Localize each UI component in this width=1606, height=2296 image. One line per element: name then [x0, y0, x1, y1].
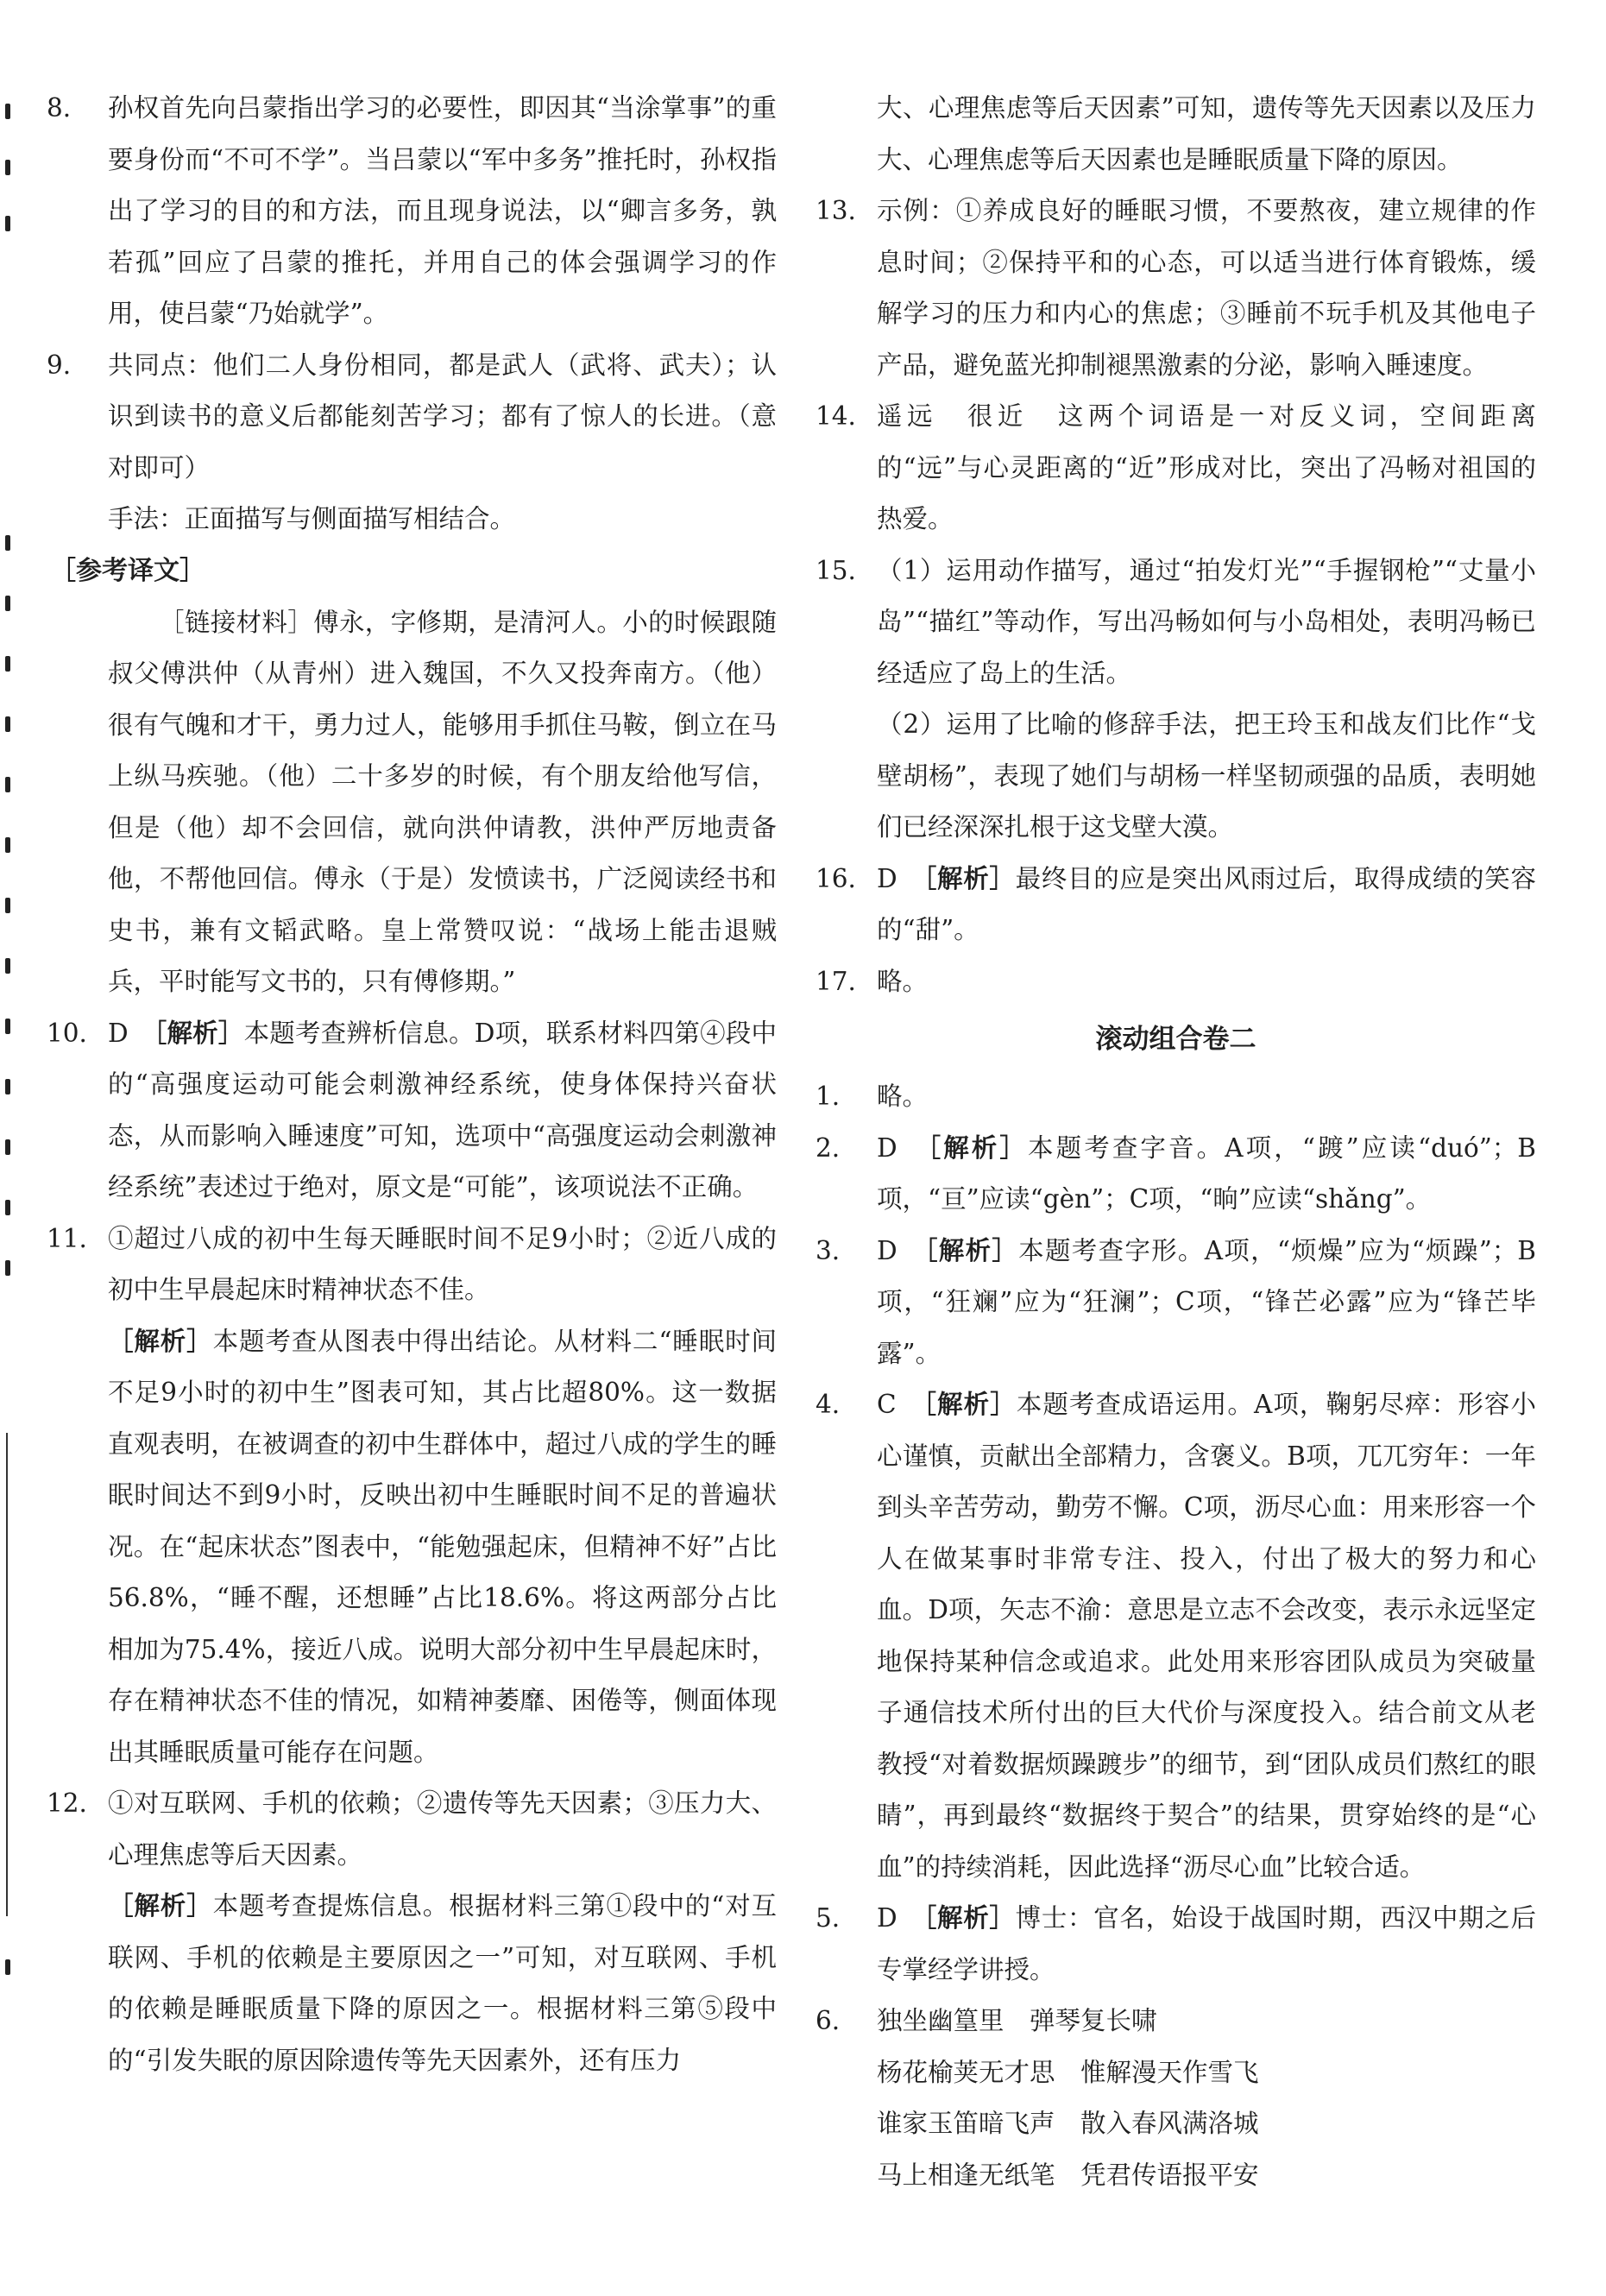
question-12-analysis — [108, 1881, 777, 2086]
answer-letter: D — [877, 1235, 897, 1265]
question-number: 8. — [47, 93, 72, 123]
analysis-tag: ［解析］ — [923, 863, 1016, 893]
edge-mark — [5, 104, 10, 119]
reference-translation — [108, 597, 777, 1008]
analysis-tag: ［解析］ — [928, 1132, 1029, 1163]
answer-text: 略。 — [877, 1082, 929, 1111]
answer-text: 孙权首先向吕蒙指出学习的必要性，即因其“当涂掌事”的重要身份而“不可不学”。当吕蒙以“军中多务”推托时，孙权指出了学习的目的和方法，而且现身说法，以“卿言多务，孰若孤”回应了吕蒙的推托，并用自己的体会强调学习的作用，使吕蒙“乃始就学”。 — [108, 93, 777, 328]
edge-mark — [5, 716, 10, 732]
question-number: 4. — [816, 1390, 841, 1419]
binding-edge — [0, 0, 9, 2296]
poem-line: 马上相逢无纸笔 凭君传语报平安 — [877, 2160, 1259, 2190]
edge-mark — [5, 1260, 10, 1276]
answer-text: 略。 — [877, 966, 929, 996]
binding-rule — [6, 1433, 8, 1916]
analysis-text: 本题考查从图表中得出结论。从材料二“睡眠时间不足9小时的初中生”图表可知，其占比超80%。这一数据直观表明，在被调查的初中生群体中，超过八成的学生的睡眠时间达不到9小时，反映出初中生睡眠时间不足的普遍状况。在“起床状态”图表中，“能勉强起床，但精神不好”占比56.8%，“睡不醒，还想睡”占比18.6%。将这两部分占比相加为75.4%，接近八成。说明大部分初中生早晨起床时，存在精神状态不佳的情况，如精神萎靡、困倦等，侧面体现出其睡眠质量可能存在问题。 — [108, 1326, 777, 1767]
analysis-tag: ［解析］ — [924, 1235, 1019, 1265]
question-number: 13. — [816, 196, 856, 225]
edge-mark — [5, 1959, 10, 1975]
analysis-text: 本题考查提炼信息。根据材料三第①段中的“对互联网、手机的依赖是主要原因之一”可知，对互联网、手机的依赖是睡眠质量下降的原因之一。根据材料三第⑤段中的“引发失眠的原因除遗传等先天因素外，还有压力 — [108, 1891, 777, 2075]
answer-text-2: （2）运用了比喻的修辞手法，把王玲玉和战友们比作“戈壁胡杨”，表现了她们与胡杨一样坚韧顽强的品质，表明她们已经深深扎根于这戈壁大漠。 — [877, 710, 1536, 842]
method-note: 手法：正面描写与侧面描写相结合。 — [108, 504, 516, 533]
analysis-tag: ［解析］ — [154, 1018, 244, 1048]
analysis-tag: ［解析］ — [108, 1326, 213, 1356]
answer-letter: D — [877, 1132, 897, 1163]
question-number: 6. — [816, 2006, 841, 2035]
analysis-text: 博士：官名，始设于战国时期，西汉中期之后专掌经学讲授。 — [877, 1903, 1536, 1984]
linked-material-label: ［链接材料］ — [159, 607, 314, 637]
section2-question-3 — [816, 1226, 1536, 1380]
edge-mark — [5, 777, 10, 792]
question-number: 11. — [47, 1223, 87, 1253]
section2-question-2 — [816, 1123, 1536, 1226]
answer-letter: D — [877, 863, 897, 893]
edge-mark — [5, 837, 10, 853]
question-13 — [816, 186, 1536, 391]
translation-text: 傅永，字修期，是清河人。小的时候跟随叔父傅洪仲（从青州）进入魏国，不久又投奔南方。（他）很有气魄和才干，勇力过人，能够用手抓住马鞍，倒立在马上纵马疾驰。（他）二十多岁的时候，有个朋友给他写信，但是（他）却不会回信，就向洪仲请教，洪仲严厉地责备他，不帮他回信。傅永（于是）发愤读书，广泛阅读经书和史书，兼有文韬武略。皇上常赞叹说：“战场上能击退贼兵，平时能写文书的，只有傅修期。” — [108, 607, 777, 996]
edge-mark — [5, 1139, 10, 1155]
right-column — [816, 83, 1536, 2201]
answer-text: ①超过八成的初中生每天睡眠时间不足9小时；②近八成的初中生早晨起床时精神状态不佳。 — [108, 1223, 777, 1304]
analysis-text: 本题考查辨析信息。D项，联系材料四第④段中的“高强度运动可能会刺激神经系统，使身体保持兴奋状态，从而影响入睡速度”可知，选项中“高强度运动会刺激神经系统”表述过于绝对，原文是“可能”，该项说法不正确。 — [108, 1018, 777, 1202]
edge-mark — [5, 1200, 10, 1215]
question-14 — [816, 391, 1536, 546]
question-9 — [47, 340, 777, 495]
question-16 — [816, 854, 1536, 956]
answer-text: 共同点：他们二人身份相同，都是武人（武将、武夫）；认识到读书的意义后都能刻苦学习；都有了惊人的长进。（意对即可） — [108, 350, 777, 483]
edge-mark — [5, 1019, 10, 1034]
edge-mark — [5, 958, 10, 974]
question-number: 9. — [47, 350, 72, 380]
edge-mark — [5, 160, 10, 175]
question-number: 14. — [816, 401, 856, 431]
question-number: 10. — [47, 1018, 87, 1048]
analysis-tag: ［解析］ — [923, 1903, 1016, 1933]
analysis-tag: ［解析］ — [108, 1891, 213, 1921]
question-11-analysis — [108, 1316, 777, 1779]
answer-text: 示例：①养成良好的睡眠习惯，不要熬夜，建立规律的作息时间；②保持平和的心态，可以适当进行体育锻炼，缓解学习的压力和内心的焦虑；③睡前不玩手机及其他电子产品，避免蓝光抑制褪黑激素的分泌，影响入睡速度。 — [877, 196, 1536, 380]
question-17 — [816, 956, 1536, 1008]
question-number: 15. — [816, 555, 856, 585]
left-column — [47, 83, 777, 2086]
edge-mark — [5, 898, 10, 913]
answer-text-1: （1）运用动作描写，通过“拍发灯光”“手握钢枪”“丈量小岛”“描红”等动作，写出冯畅如何与小岛相处，表明冯畅已经适应了岛上的生活。 — [877, 555, 1536, 688]
analysis-text: 本题考查成语运用。A项，鞠躬尽瘁：形容小心谨慎，贡献出全部精力，含褒义。B项，兀兀穷年：一年到头辛苦劳动，勤劳不懈。C项，沥尽心血：用来形容一个人在做某事时非常专注、投入，付出了极大的努力和心血。D项，矢志不渝：意思是立志不会改变，表示永远坚定地保持某种信念或追求。此处用来形容团队成员为突破量子通信技术所付出的巨大代价与深度投入。结合前文从老教授“对着数据烦躁踱步”的细节，到“团队成员们熬红的眼睛”，再到最终“数据终于契合”的结果，贯穿始终的是“心血”的持续消耗，因此选择“沥尽心血”比较合适。 — [877, 1390, 1536, 1882]
analysis-text: 本题考查字音。A项，“踱”应读“duó”；B项，“亘”应读“gèn”；C项，“晌”应读“shǎng”。 — [877, 1132, 1536, 1214]
question-number: 2. — [816, 1132, 841, 1163]
answer-text: ①对互联网、手机的依赖；②遗传等先天因素；③压力大、心理焦虑等后天因素。 — [108, 1788, 777, 1870]
answer-letter: D — [108, 1018, 129, 1048]
analysis-text: 最终目的应是突出风雨过后，取得成绩的笑容的“甜”。 — [877, 863, 1536, 944]
answer-letter: C — [877, 1390, 897, 1419]
question-10 — [47, 1008, 777, 1214]
question-12 — [47, 1778, 777, 1881]
reference-translation-heading: ［参考译文］ — [50, 555, 205, 586]
section2-question-4 — [816, 1379, 1536, 1893]
edge-mark — [5, 1079, 10, 1094]
question-11 — [47, 1214, 777, 1316]
section2-question-1 — [816, 1071, 1536, 1123]
question-number: 17. — [816, 966, 856, 996]
question-number: 12. — [47, 1788, 87, 1818]
edge-mark — [5, 596, 10, 611]
question-12-analysis-continued: 大、心理焦虑等后天因素”可知，遗传等先天因素以及压力大、心理焦虑等后天因素也是睡眠质量下降的原因。 — [877, 93, 1536, 174]
question-number: 1. — [816, 1082, 841, 1111]
poem-line: 杨花榆荚无才思 惟解漫天作雪飞 — [877, 2057, 1259, 2087]
edge-mark — [5, 656, 10, 672]
section2-question-5 — [816, 1893, 1536, 1996]
question-number: 16. — [816, 863, 856, 893]
poem-line: 独坐幽篁里 弹琴复长啸 — [877, 2006, 1157, 2035]
analysis-text: 本题考查字形。A项，“烦燥”应为“烦躁”；B项，“狂斓”应为“狂澜”；C项，“锋芒必露”应为“锋芒毕露”。 — [877, 1235, 1536, 1368]
question-15 — [816, 546, 1536, 700]
section2-question-6 — [816, 1996, 1536, 2047]
question-8 — [47, 83, 777, 340]
edge-mark — [5, 216, 10, 231]
answer-text: 遥远 很近 这两个词语是一对反义词，空间距离的“远”与心灵距离的“近”形成对比，突出了冯畅对祖国的热爱。 — [877, 401, 1536, 533]
question-number: 3. — [816, 1235, 841, 1265]
answer-letter: D — [877, 1903, 897, 1933]
question-number: 5. — [816, 1903, 841, 1933]
section-title: 滚动组合卷二 — [1095, 1024, 1256, 1055]
edge-mark — [5, 535, 10, 551]
poem-line: 谁家玉笛暗飞声 散入春风满洛城 — [877, 2109, 1259, 2138]
analysis-tag: ［解析］ — [923, 1390, 1017, 1419]
